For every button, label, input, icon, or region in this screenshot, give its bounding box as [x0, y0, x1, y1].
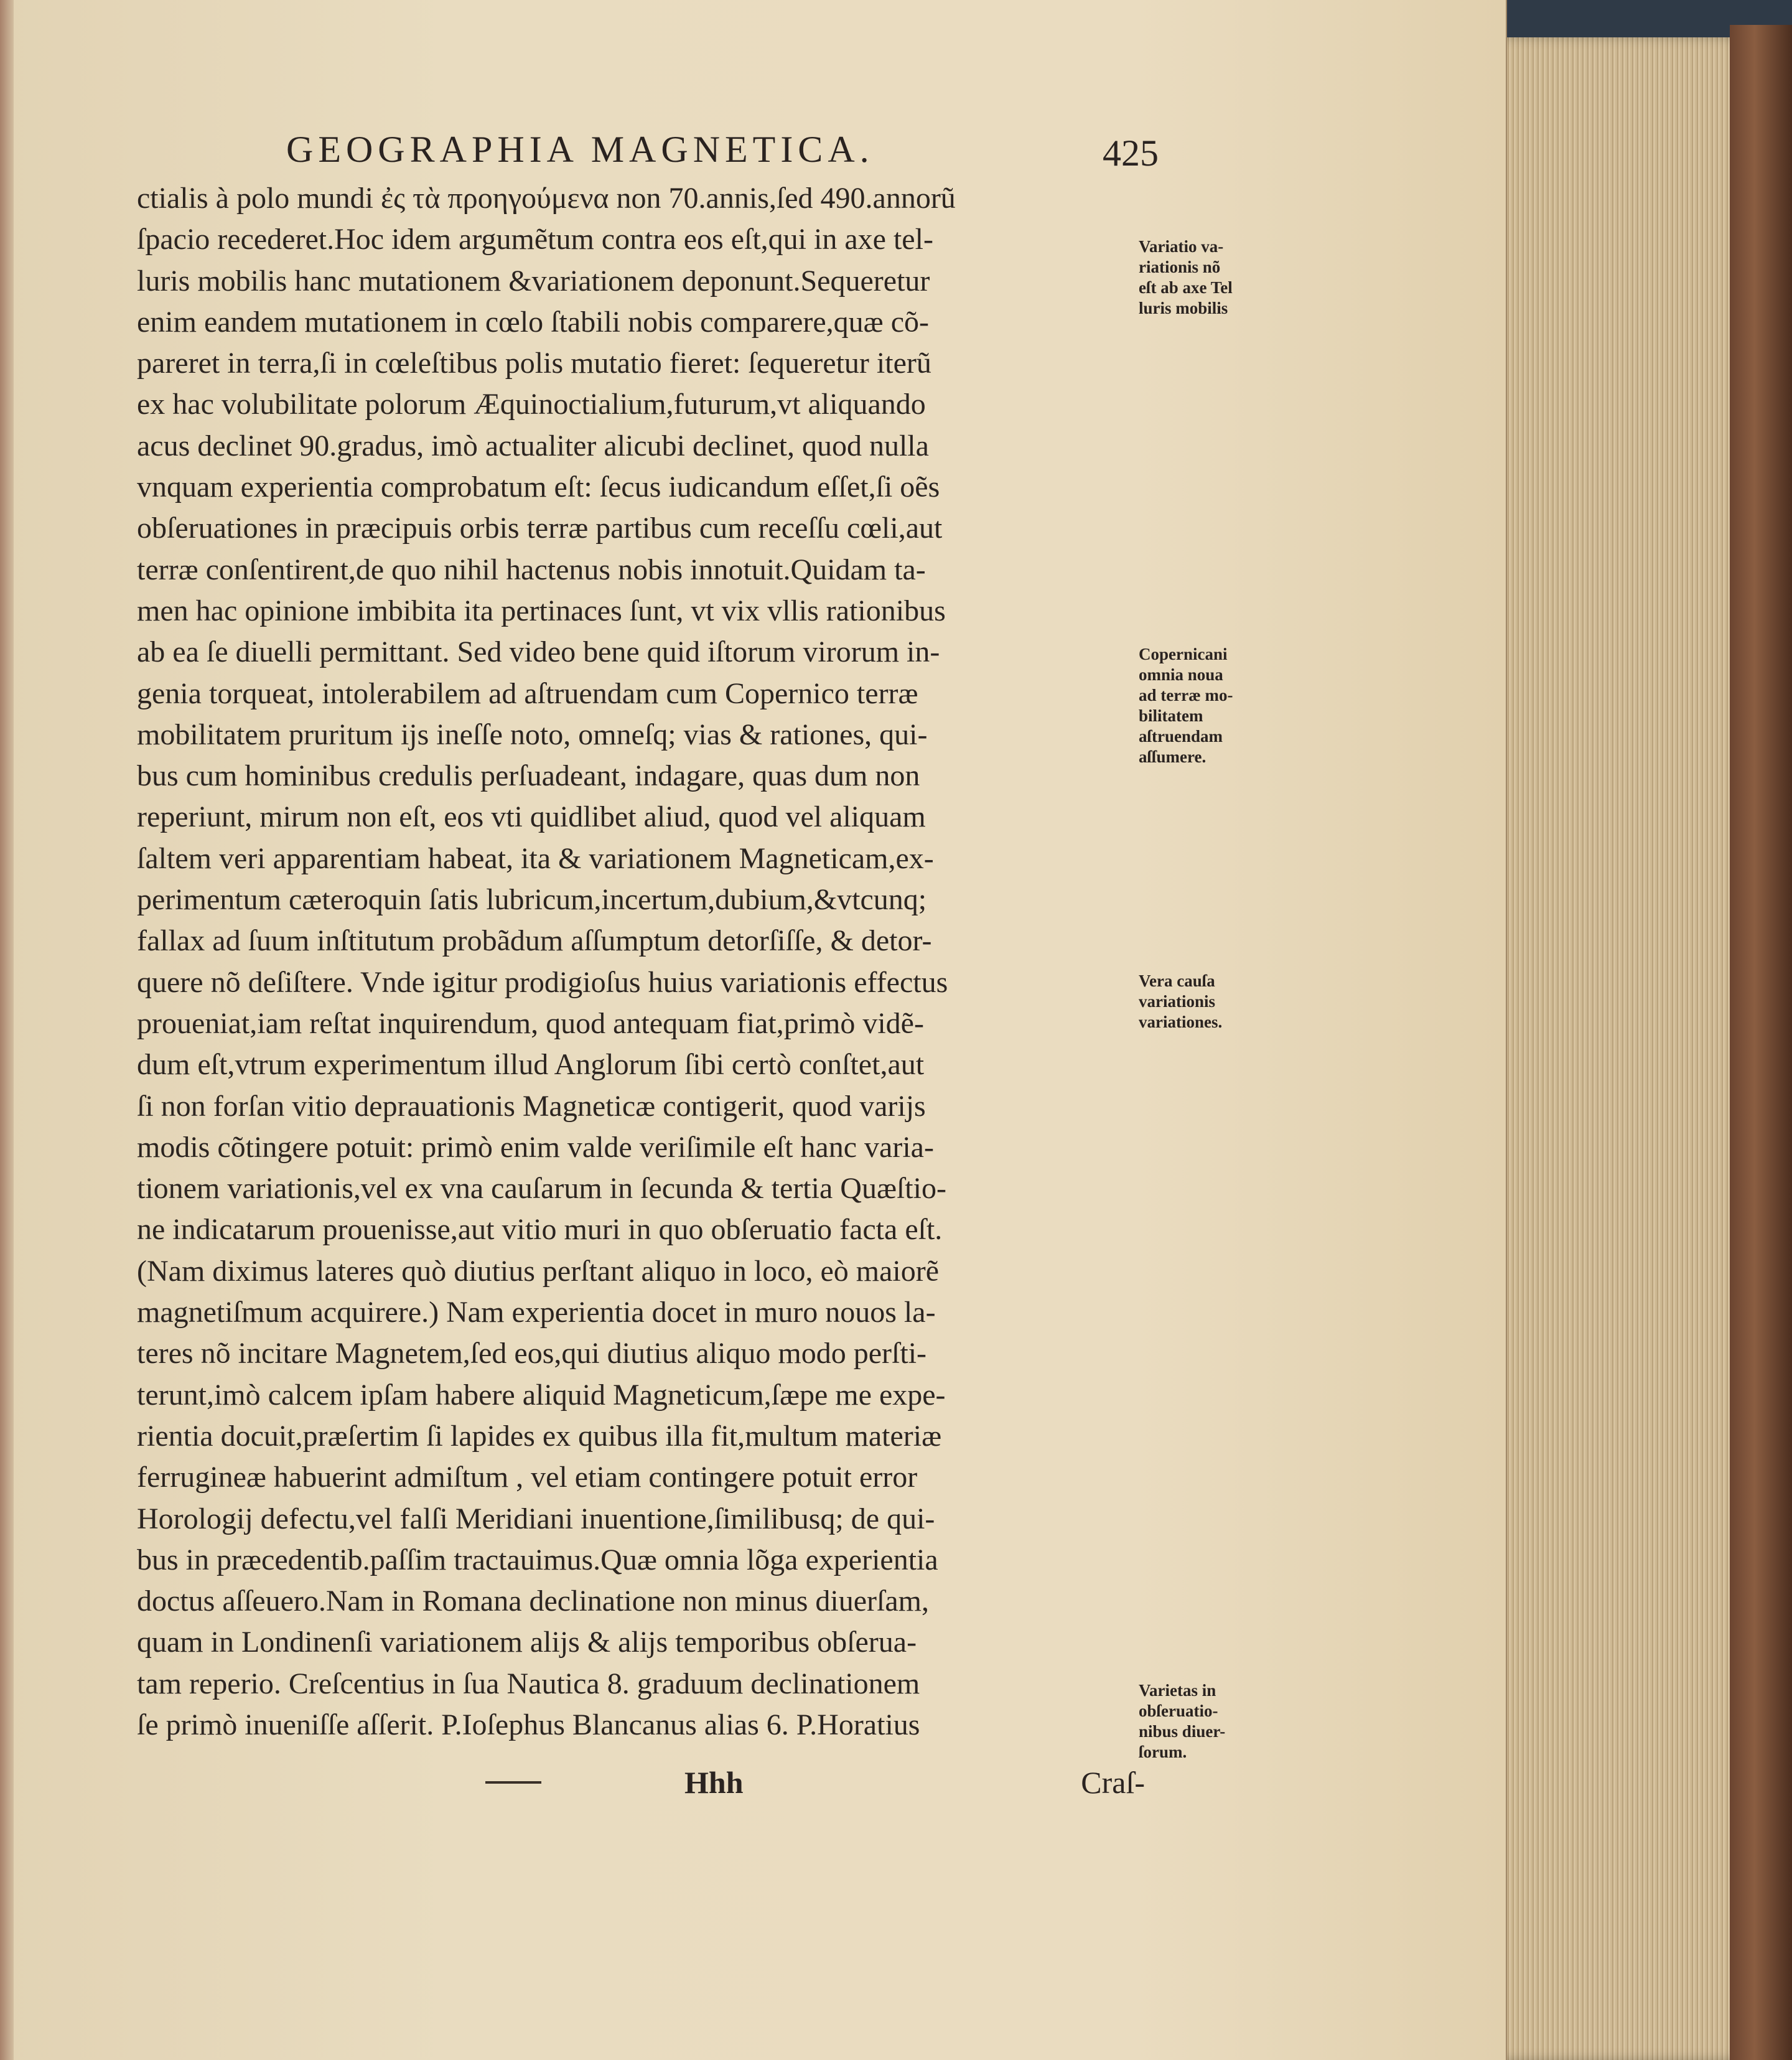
text-line: rientia docuit,præſertim ſi lapides ex quibus illa fit,multum materiæ — [137, 1419, 942, 1453]
signature-mark: Hhh — [684, 1765, 744, 1800]
text-line: ferrugineæ habuerint admiſtum , vel etiam contingere potuit error — [137, 1461, 918, 1494]
text-line: terunt,imò calcem ipſam habere aliquid Magneticum,ſæpe me expe- — [137, 1378, 946, 1412]
text-line: ſaltem veri apparentiam habeat, ita & variationem Magneticam,ex- — [137, 841, 934, 875]
text-line: ſi non forſan vitio deprauationis Magneticæ contigerit, quod varijs — [137, 1089, 926, 1123]
text-line: quere nõ deſiſtere. Vnde igitur prodigioſus huius variationis effectus — [137, 965, 948, 999]
text-line: luris mobilis hanc mutationem &variationem deponunt.Sequeretur — [137, 264, 930, 297]
catchword: Craſ- — [1081, 1765, 1145, 1800]
text-line: bus in præcedentib.paſſim tractauimus.Quæ omnia lõga experientia — [137, 1543, 938, 1576]
text-line: dum eſt,vtrum experimentum illud Anglorum ſibi certò conſtet,aut — [137, 1048, 925, 1082]
marginal-note-line: Varietas in — [1139, 1681, 1216, 1700]
text-line: ſe primò inueniſſe aſſerit. P.Ioſephus Blancanus alias 6. P.Horatius — [137, 1708, 920, 1741]
text-line: genia torqueat, intolerabilem ad aſtruendam cum Copernico terræ — [137, 677, 918, 710]
footer-dash — [485, 1781, 541, 1784]
text-line: modis cõtingere potuit: primò enim valde veriſimile eſt hanc varia- — [137, 1130, 934, 1164]
text-line: ex hac volubilitate polorum Æquinoctialium,futurum,vt aliquando — [137, 388, 926, 421]
book-cover-board — [1730, 25, 1792, 2060]
marginal-note-line: riationis nõ — [1139, 258, 1221, 276]
running-title: GEOGRAPHIA MAGNETICA. — [286, 129, 874, 170]
marginal-note-line: omnia noua — [1139, 665, 1223, 684]
text-line: ſpacio recederet.Hoc idem argumẽtum contra eos eſt,qui in axe tel- — [137, 223, 933, 256]
marginal-note-line: aſtruendam — [1139, 727, 1223, 746]
marginal-note-line: ſorum. — [1139, 1743, 1187, 1761]
marginal-note-line: nibus diuer- — [1139, 1722, 1226, 1741]
text-line: magnetiſmum acquirere.) Nam experientia docet in muro nouos la- — [137, 1296, 936, 1329]
text-line: fallax ad ſuum inſtitutum probãdum aſſumptum detorſiſſe, & detor- — [137, 924, 932, 958]
marginal-note — [1139, 1680, 1288, 1763]
marginal-note-line: Vera cauſa — [1139, 971, 1215, 990]
page-gutter — [0, 0, 14, 2060]
text-line: doctus aſſeuero.Nam in Romana declinatione non minus diuerſam, — [137, 1585, 930, 1618]
marginal-note — [1139, 644, 1288, 767]
text-line: enim eandem mutationem in cœlo ſtabili nobis comparere,quæ cõ- — [137, 305, 929, 339]
text-line: ne indicatarum prouenisse,aut vitio muri in quo obſeruatio facta eſt. — [137, 1213, 943, 1247]
text-line: men hac opinione imbibita ita pertinaces ſunt, vt vix vllis rationibus — [137, 594, 946, 627]
text-line: mobilitatem pruritum ijs ineſſe noto, omneſq; vias & rationes, qui- — [137, 718, 928, 751]
marginal-note-line: luris mobilis — [1139, 299, 1228, 317]
text-line: obſeruationes in præcipuis orbis terræ partibus cum receſſu cœli,aut — [137, 512, 943, 545]
marginal-note-line: eſt ab axe Tel — [1139, 278, 1233, 297]
marginal-note-line: ad terræ mo- — [1139, 686, 1233, 705]
marginal-note-line: aſſumere. — [1139, 747, 1206, 766]
text-line: ctialis à polo mundi ἐς τὰ προηγούμενα non 70.annis,ſed 490.annorũ — [137, 182, 956, 215]
text-line: acus declinet 90.gradus, imò actualiter alicubi declinet, quod nulla — [137, 429, 929, 462]
marginal-note — [1139, 236, 1288, 319]
text-line: Horologij defectu,vel falſi Meridiani inuentione,ſimilibusq; de qui- — [137, 1502, 935, 1535]
text-line: (Nam diximus lateres quò diutius perſtant aliquo in loco, eò maiorẽ — [137, 1254, 940, 1288]
text-line: proueniat,iam reſtat inquirendum, quod antequam fiat,primò vidẽ- — [137, 1006, 924, 1040]
marginal-note-line: Variatio va- — [1139, 237, 1224, 256]
marginal-note-line: variationes. — [1139, 1013, 1223, 1031]
text-line: tam reperio. Creſcentius in ſua Nautica 8. graduum declinationem — [137, 1667, 920, 1700]
marginal-note-line: obſeruatio- — [1139, 1702, 1218, 1720]
marginal-note-line: bilitatem — [1139, 706, 1203, 725]
text-line: pareret in terra,ſi in cœleſtibus polis mutatio fieret: ſequeretur iterũ — [137, 347, 931, 380]
main-text — [137, 178, 1145, 1746]
text-line: reperiunt, mirum non eſt, eos vti quidlibet aliud, quod vel aliquam — [137, 800, 926, 834]
marginal-note-line: Copernicani — [1139, 645, 1228, 663]
text-line: perimentum cæteroquin ſatis lubricum,incertum,dubium,&vtcunq; — [137, 883, 927, 917]
page-number: 425 — [1103, 133, 1159, 174]
text-line: vnquam experientia comprobatum eſt: ſecus iudicandum eſſet,ſi oẽs — [137, 471, 940, 504]
text-line: bus cum hominibus credulis perſuadeant, indagare, quas dum non — [137, 759, 920, 793]
text-line: quam in Londinenſi variationem alijs & alijs temporibus obſerua- — [137, 1626, 917, 1659]
text-line: ab ea ſe diuelli permittant. Sed video bene quid iſtorum virorum in- — [137, 635, 940, 669]
text-line: tionem variationis,vel ex vna cauſarum in ſecunda & tertia Quæſtio- — [137, 1172, 946, 1206]
marginal-note — [1139, 971, 1288, 1032]
text-line: terræ conſentirent,de quo nihil hactenus nobis innotuit.Quidam ta- — [137, 553, 926, 586]
marginal-note-line: variationis — [1139, 992, 1216, 1011]
book-fore-edge — [1481, 37, 1735, 2060]
text-line: teres nõ incitare Magnetem,ſed eos,qui diutius aliquo modo perſti- — [137, 1337, 927, 1370]
